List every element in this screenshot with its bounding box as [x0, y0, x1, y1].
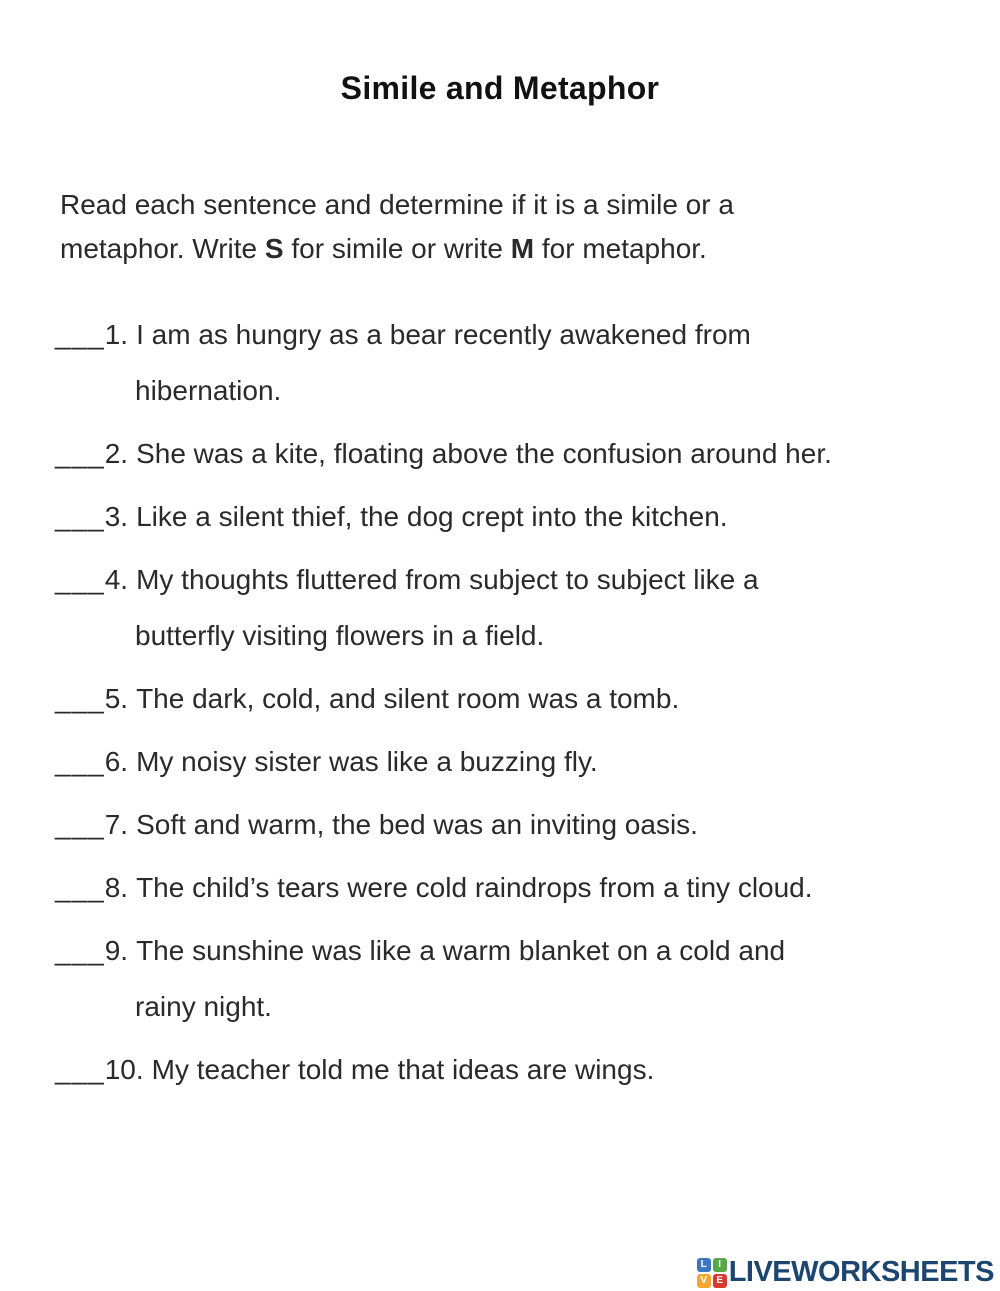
question-item-6 — [55, 734, 960, 790]
item-text: The sunshine was like a warm blanket on a cold and — [136, 935, 786, 966]
liveworksheets-wordmark: LIVEWORKSHEETS — [728, 1256, 994, 1288]
item-number: 6. — [104, 746, 129, 777]
item-text-continued: butterfly visiting flowers in a field. — [135, 620, 545, 651]
answer-blank[interactable]: ___ — [55, 683, 105, 714]
answer-blank[interactable]: ___ — [55, 319, 105, 350]
item-number: 10. — [104, 1054, 144, 1085]
question-item-1 — [55, 307, 960, 419]
instructions-text: metaphor. Write — [60, 233, 265, 264]
item-number: 1. — [104, 319, 129, 350]
item-text: My teacher told me that ideas are wings. — [151, 1054, 655, 1085]
logo-tile-e: E — [713, 1274, 727, 1288]
answer-blank[interactable]: ___ — [55, 1054, 105, 1085]
item-text-continued: rainy night. — [135, 991, 272, 1022]
answer-blank[interactable]: ___ — [55, 501, 105, 532]
item-number: 8. — [104, 872, 129, 903]
question-item-9 — [55, 923, 960, 1035]
question-item-8 — [55, 860, 960, 916]
question-item-7 — [55, 797, 960, 853]
logo-tile-i: I — [713, 1258, 727, 1272]
item-text: My thoughts fluttered from subject to subject like a — [136, 564, 759, 595]
answer-blank[interactable]: ___ — [55, 935, 105, 966]
liveworksheets-logo-icon — [697, 1258, 727, 1288]
item-number: 4. — [104, 564, 129, 595]
instructions-line2 — [60, 227, 940, 271]
question-list — [0, 307, 1000, 1098]
question-item-10 — [55, 1042, 960, 1098]
item-text: She was a kite, floating above the confusion around her. — [136, 438, 832, 469]
liveworksheets-logo[interactable] — [697, 1256, 994, 1289]
question-item-3 — [55, 489, 960, 545]
answer-blank[interactable]: ___ — [55, 872, 105, 903]
item-number: 5. — [104, 683, 129, 714]
item-text: The dark, cold, and silent room was a tomb. — [136, 683, 680, 714]
item-number: 2. — [104, 438, 129, 469]
item-text: The child’s tears were cold raindrops from a tiny cloud. — [136, 872, 813, 903]
item-text: Like a silent thief, the dog crept into the kitchen. — [136, 501, 728, 532]
item-text: I am as hungry as a bear recently awakened from — [136, 319, 751, 350]
item-text: Soft and warm, the bed was an inviting oasis. — [136, 809, 698, 840]
answer-blank[interactable]: ___ — [55, 809, 105, 840]
answer-blank[interactable]: ___ — [55, 438, 105, 469]
instructions-text: for metaphor. — [534, 233, 707, 264]
item-text: My noisy sister was like a buzzing fly. — [136, 746, 598, 777]
item-number: 9. — [104, 935, 129, 966]
worksheet-title: Simile and Metaphor — [340, 70, 660, 106]
item-number: 3. — [104, 501, 129, 532]
logo-tile-v: V — [697, 1274, 711, 1288]
item-text-continued: hibernation. — [135, 375, 282, 406]
logo-tile-l: L — [697, 1258, 711, 1272]
instructions — [60, 183, 940, 271]
item-number: 7. — [104, 809, 129, 840]
bold-s: S — [264, 233, 284, 264]
question-item-4 — [55, 552, 960, 664]
answer-blank[interactable]: ___ — [55, 564, 105, 595]
bold-m: M — [510, 233, 535, 264]
question-item-2 — [55, 426, 960, 482]
answer-blank[interactable]: ___ — [55, 746, 105, 777]
instructions-line1: Read each sentence and determine if it is a simile or a — [60, 189, 734, 220]
question-item-5 — [55, 671, 960, 727]
instructions-text: for simile or write — [283, 233, 511, 264]
